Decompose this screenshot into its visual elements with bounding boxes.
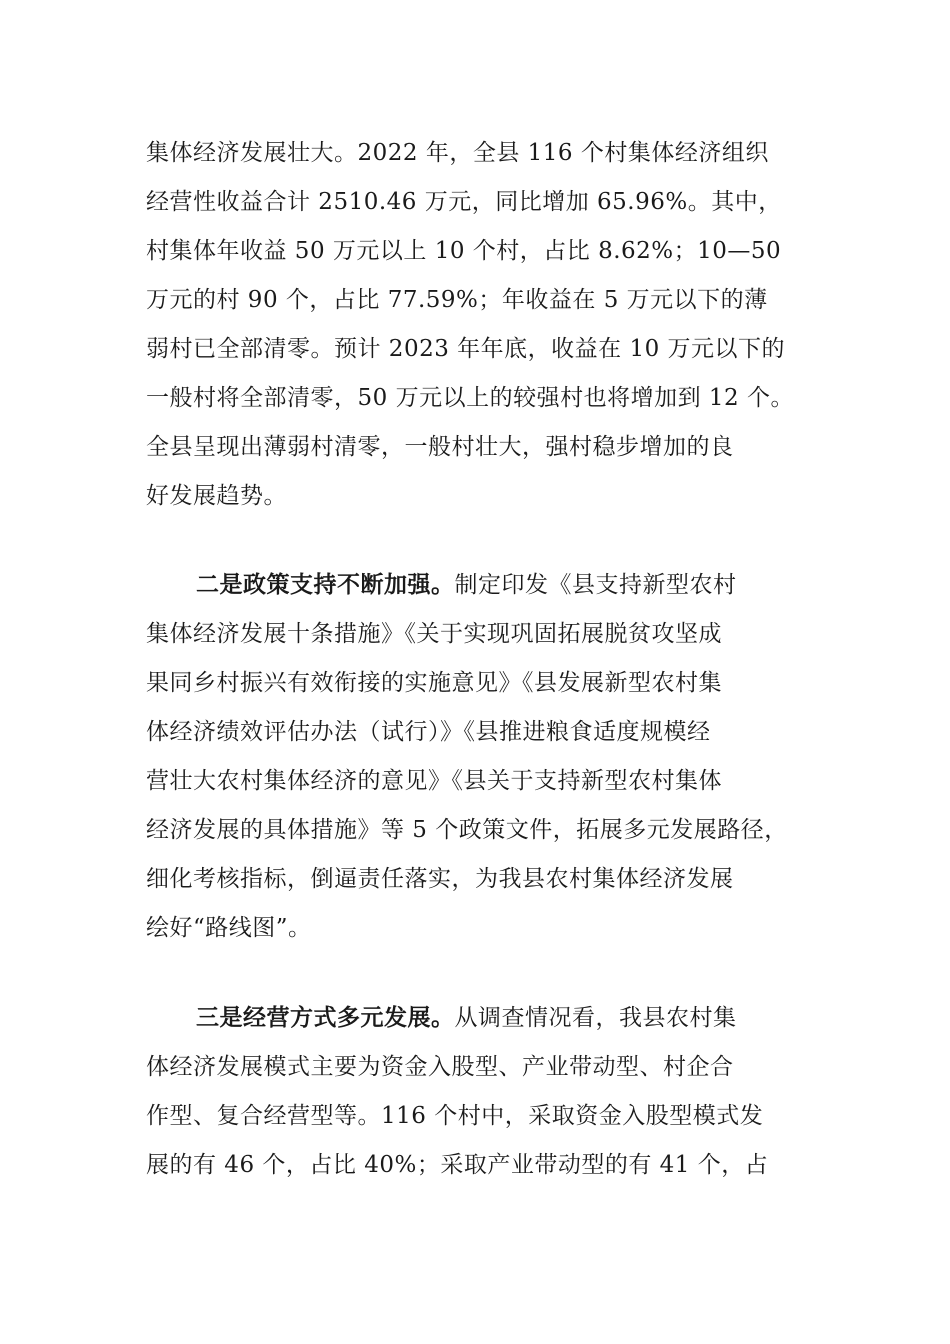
text-line: 果同乡村振兴有效衔接的实施意见》《县发展新型农村集 bbox=[146, 670, 722, 696]
text-line: 经济发展的具体措施》等 5 个政策文件，拓展多元发展路径， bbox=[146, 817, 788, 843]
text-span: 制定印发《县支持新型农村 bbox=[454, 572, 737, 598]
text-line: 集体经济发展壮大。2022 年，全县 116 个村集体经济组织 bbox=[146, 140, 769, 166]
text-line: 村集体年收益 50 万元以上 10 个村，占比 8.62%；10—50 bbox=[146, 238, 782, 264]
text-line: 好发展趋势。 bbox=[146, 483, 287, 509]
paragraph-first-line bbox=[196, 570, 737, 600]
text-line: 万元的村 90 个，占比 77.59%；年收益在 5 万元以下的薄 bbox=[146, 287, 768, 313]
paragraph-heading: 二是政策支持不断加强。 bbox=[196, 572, 455, 598]
text-span: 从调查情况看，我县农村集 bbox=[454, 1005, 737, 1031]
paragraph-first-line bbox=[196, 1003, 737, 1033]
text-line: 作型、复合经营型等。116 个村中，采取资金入股型模式发 bbox=[146, 1103, 764, 1129]
text-line: 弱村已全部清零。预计 2023 年年底，收益在 10 万元以下的 bbox=[146, 336, 786, 362]
text-line: 一般村将全部清零，50 万元以上的较强村也将增加到 12 个。 bbox=[146, 385, 794, 411]
text-line: 绘好“路线图”。 bbox=[146, 915, 312, 941]
text-line: 集体经济发展十条措施》《关于实现巩固拓展脱贫攻坚成 bbox=[146, 621, 722, 647]
text-line: 全县呈现出薄弱村清零，一般村壮大，强村稳步增加的良 bbox=[146, 434, 734, 460]
text-line: 体经济绩效评估办法（试行）》《县推进粮食适度规模经 bbox=[146, 719, 711, 745]
text-line: 经营性收益合计 2510.46 万元，同比增加 65.96%。其中， bbox=[146, 189, 782, 215]
paragraph-heading: 三是经营方式多元发展。 bbox=[196, 1005, 455, 1031]
text-line: 展的有 46 个，占比 40%；采取产业带动型的有 41 个，占 bbox=[146, 1152, 769, 1178]
text-line: 细化考核指标，倒逼责任落实，为我县农村集体经济发展 bbox=[146, 866, 734, 892]
text-line: 营壮大农村集体经济的意见》《县关于支持新型农村集体 bbox=[146, 768, 722, 794]
text-line: 体经济发展模式主要为资金入股型、产业带动型、村企合 bbox=[146, 1054, 734, 1080]
